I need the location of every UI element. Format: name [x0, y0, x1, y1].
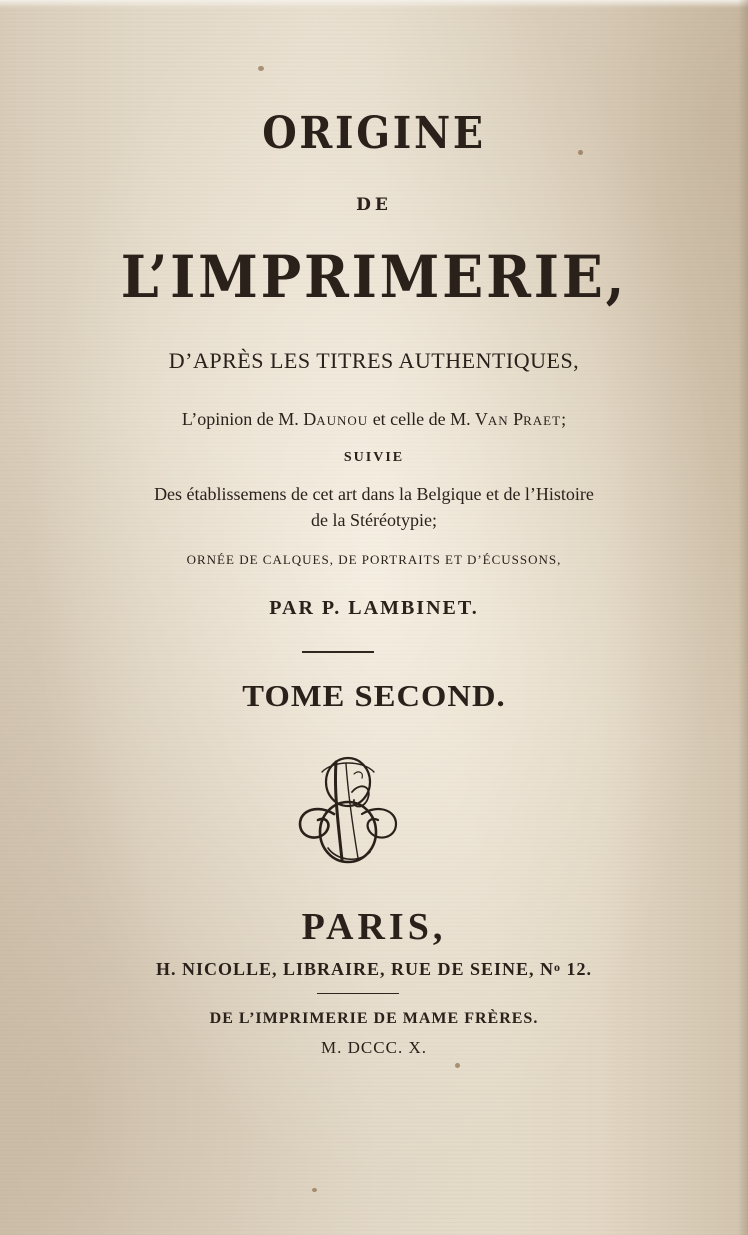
opinion-text: L’opinion de M. D [181, 409, 317, 429]
foxing-spot [312, 1188, 317, 1192]
publisher-line [0, 959, 748, 980]
establishments-line-2: de la Stéréotypie; [311, 510, 437, 530]
opinion-text: ; [561, 409, 567, 429]
city-line: PARIS, [301, 906, 447, 948]
divider-rule [302, 651, 374, 653]
foxing-spot [455, 1063, 460, 1068]
opinion-line [0, 409, 748, 430]
publisher-number: 12. [561, 959, 593, 979]
author-line: PAR P. LAMBINET. [269, 597, 479, 619]
praet-small-caps: RAET [523, 413, 562, 428]
title-line-imprimerie: L’IMPRIMERIE, [120, 243, 628, 311]
opinion-text: et celle de M. V [368, 409, 488, 429]
volume-title: TOME SECOND. [242, 678, 506, 713]
subtitle: D’APRÈS LES TITRES AUTHENTIQUES, [168, 348, 580, 373]
daunou-small-caps: AUNOU [316, 413, 369, 428]
printer-line: DE L’IMPRIMERIE DE MAME FRÈRES. [209, 1010, 539, 1027]
establishments-line-1: Des établissemens de cet art dans la Belgique et de l’Histoire [154, 484, 594, 504]
publisher-text: H. NICOLLE, LIBRAIRE, RUE DE SEINE, N [155, 959, 555, 979]
title-line-origine: ORIGINE [262, 108, 486, 159]
numero-superscript: o [554, 960, 562, 974]
title-line-de: DE [356, 195, 392, 215]
paper-edge-top [0, 0, 748, 8]
ornamental-monogram-icon [288, 752, 408, 870]
divider-rule [317, 993, 399, 994]
van-small-caps: AN [487, 413, 509, 428]
year-line: M. DCCC. X. [321, 1038, 427, 1057]
opinion-text: P [508, 409, 524, 429]
ornee-line: ORNÉE DE CALQUES, DE PORTRAITS ET D’ÉCUSSONS, [186, 552, 562, 567]
suivie-label: SUIVIE [343, 450, 405, 465]
foxing-spot [258, 66, 264, 71]
